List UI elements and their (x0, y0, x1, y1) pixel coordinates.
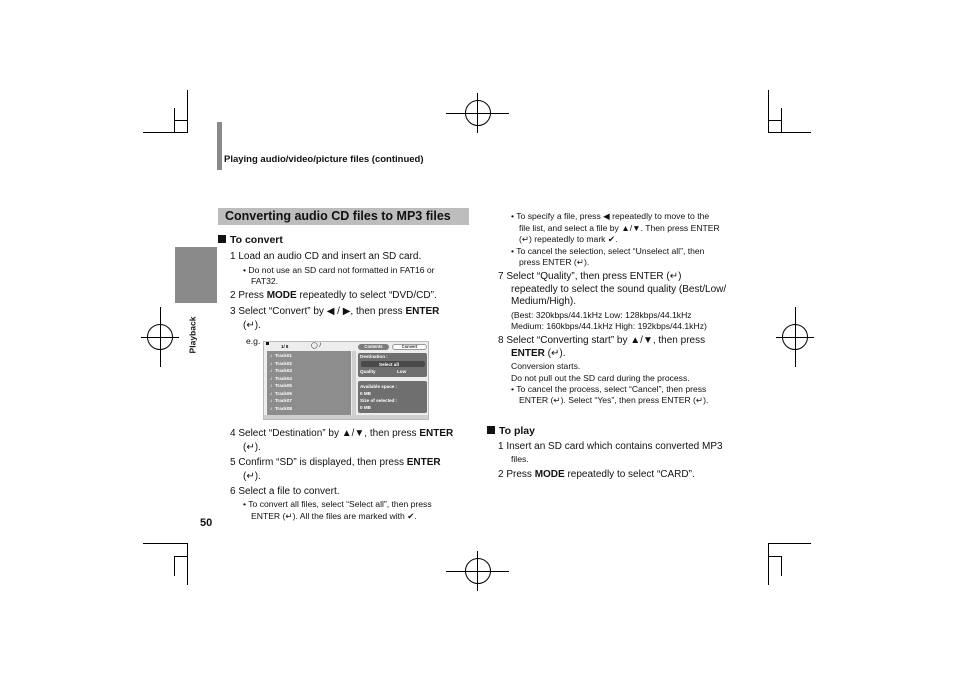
screen-status-bar (264, 415, 428, 419)
disc-icon: ◯ / (311, 343, 322, 349)
conversion-starts-text: Conversion starts. (511, 361, 581, 371)
track-list-scrollbar (352, 351, 356, 415)
selected-size-value: 0 MB (360, 405, 371, 410)
convert-screen-example (263, 341, 429, 420)
cancel-process-note-2: ENTER (↵). Select “Yes”, then press ENTER (↵). (519, 395, 709, 405)
square-bullet-icon (218, 235, 226, 243)
convert-step-6-note: • To convert all files, select “Select all”, then press (243, 499, 432, 509)
track-list (267, 351, 351, 415)
space-info-panel (358, 381, 427, 413)
track-item: ♪ Track02 (270, 360, 292, 366)
track-item: ♪ Track05 (270, 383, 292, 388)
convert-step-7-cont-2: Medium/High). (511, 296, 577, 307)
select-all-option: Select all (379, 361, 399, 367)
track-item: ♪ Track08 (270, 405, 292, 411)
convert-settings-panel (358, 353, 427, 377)
quality-value: Low (397, 369, 407, 374)
convert-step-1-note-cont: FAT32. (251, 276, 279, 286)
track-item: ♪ Track06 (270, 390, 292, 396)
square-bullet-icon (487, 426, 495, 434)
convert-step-2: 2 Press MODE repeatedly to select “DVD/CD”. (230, 290, 437, 301)
side-tab-block (175, 247, 217, 303)
side-tab-label: Playback (187, 316, 198, 354)
do-not-pull-text: Do not pull out the SD card during the process. (511, 373, 690, 383)
convert-step-1-note: • Do not use an SD card not formatted in FAT16 or (243, 265, 435, 275)
track-item: ♪ Track04 (270, 375, 292, 381)
convert-step-7-cont: repeatedly to select the sound quality (Best/Low/ (511, 284, 727, 295)
screen-counter: 1/ 8 (281, 344, 289, 349)
convert-step-8-cont: ENTER (↵). (511, 348, 566, 359)
convert-step-4-cont: (↵). (243, 442, 261, 453)
convert-step-8: 8 Select “Converting start” by ▲/▼, then press (498, 335, 706, 346)
to-play-heading: To play (487, 425, 535, 437)
stop-icon (266, 342, 269, 345)
convert-step-3-cont: (↵). (243, 320, 261, 331)
specify-file-note: • To specify a file, press ◀ repeatedly to move to the (511, 211, 710, 221)
quality-label: Quality (360, 369, 376, 374)
play-step-1: 1 Insert an SD card which contains converted MP3 (498, 441, 723, 452)
play-step-2: 2 Press MODE repeatedly to select “CARD”. (498, 469, 695, 480)
to-convert-heading: To convert (218, 234, 283, 246)
play-step-1-cont: files. (511, 454, 529, 464)
track-item: ♪ Track03 (270, 368, 292, 373)
destination-label: Destination : (360, 354, 388, 359)
specify-file-note-3: (↵) repeatedly to mark ✔. (519, 234, 618, 244)
tab-contents: Contents (358, 344, 389, 350)
specify-file-note-2: file list, and select a file by ▲/▼. Then press ENTER (519, 223, 720, 233)
running-title: Playing audio/video/picture files (continued) (224, 154, 424, 165)
selected-size-label: Size of selected : (360, 398, 398, 403)
convert-step-1: 1 Load an audio CD and insert an SD card. (230, 251, 422, 262)
convert-step-5: 5 Confirm “SD” is displayed, then press ENTER (230, 457, 441, 468)
convert-step-3: 3 Select “Convert” by ◀ / ▶, then press ENTER (230, 306, 440, 317)
cancel-selection-note-2: press ENTER (↵). (519, 257, 590, 267)
convert-step-6: 6 Select a file to convert. (230, 486, 340, 497)
page-number: 50 (200, 517, 213, 529)
quality-rates-2: Medium: 160kbps/44.1kHz High: 192kbps/44.1kHz) (511, 321, 707, 331)
track-item: ♪ Track07 (270, 398, 292, 403)
quality-rates-1: (Best: 320kbps/44.1kHz Low: 128kbps/44.1kHz (511, 310, 692, 320)
tab-convert: Convert (392, 344, 427, 350)
convert-step-6-note-cont: ENTER (↵). All the files are marked with ✔. (251, 511, 417, 521)
convert-step-4: 4 Select “Destination” by ▲/▼, then press ENTER (230, 428, 454, 439)
available-space-value: 0 MB (360, 391, 371, 396)
convert-step-5-cont: (↵). (243, 471, 261, 482)
header-accent-bar (217, 122, 222, 170)
eg-label: e.g. (246, 336, 261, 346)
available-space-label: Available space : (360, 384, 398, 389)
cancel-selection-note: • To cancel the selection, select “Unselect all”, then (511, 246, 705, 256)
cancel-process-note: • To cancel the process, select “Cancel”, then press (511, 384, 707, 394)
track-item: ♪ Track01 (270, 353, 292, 358)
section-title: Converting audio CD files to MP3 files (225, 209, 451, 223)
convert-step-7: 7 Select “Quality”, then press ENTER (↵) (498, 271, 682, 282)
